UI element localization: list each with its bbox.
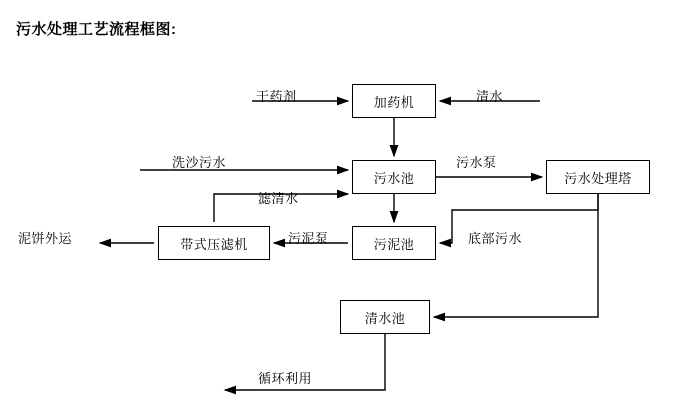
edge-label-sludge-pump: 污泥泵 — [288, 231, 329, 246]
node-clear-water-pool[interactable] — [340, 300, 430, 334]
node-dosing-machine[interactable] — [352, 84, 436, 118]
page-title: 污水处理工艺流程框图: — [16, 21, 177, 38]
node-label: 污水处理塔 — [564, 170, 632, 186]
node-treatment-tower[interactable] — [546, 160, 650, 194]
edge-label-wash-sand-sewage: 洗沙污水 — [172, 155, 227, 170]
node-label: 带式压滤机 — [180, 236, 248, 252]
node-sludge-pool[interactable] — [352, 226, 436, 260]
edge-label-dry-agent: 干药剂 — [256, 89, 297, 104]
node-label: 清水池 — [364, 310, 406, 326]
node-belt-filter-press[interactable] — [158, 226, 270, 260]
edge-label-sewage-pump: 污水泵 — [456, 155, 497, 170]
node-label: 污水池 — [373, 170, 415, 186]
node-sewage-pool[interactable] — [352, 160, 436, 194]
edge-label-mud-cake-transport: 泥饼外运 — [18, 231, 73, 246]
edge-label-filtrate-water: 滤清水 — [258, 191, 299, 206]
node-label: 污泥池 — [373, 236, 415, 252]
node-label: 加药机 — [373, 94, 415, 110]
edge-label-clean-water: 清水 — [476, 89, 504, 104]
edge-label-recycle-use: 循环利用 — [258, 371, 313, 386]
edge-label-bottom-sewage: 底部污水 — [468, 231, 523, 246]
